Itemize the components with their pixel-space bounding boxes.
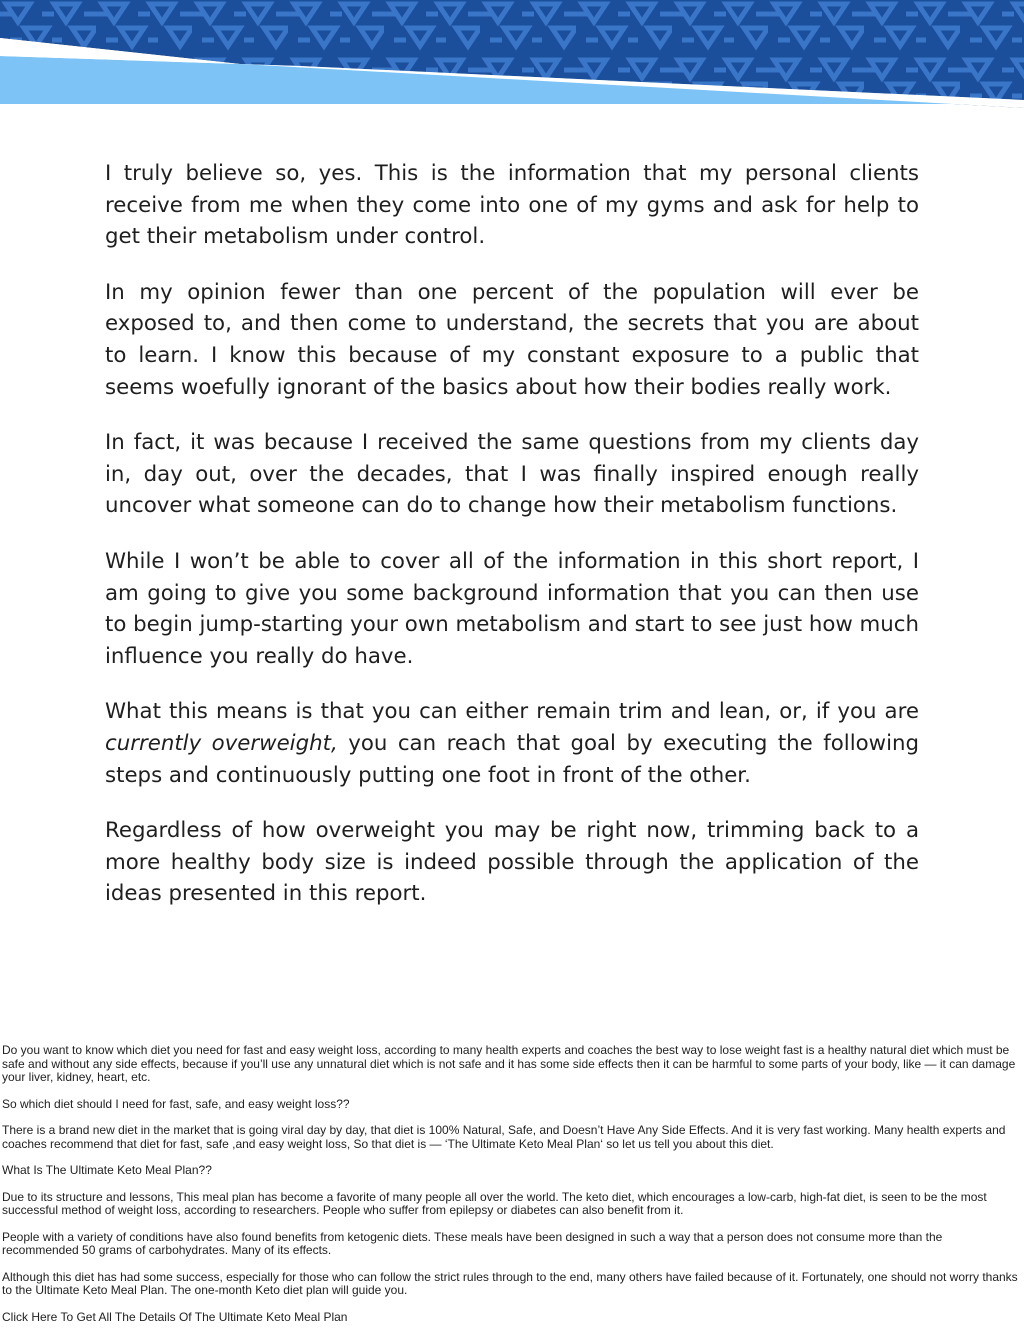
footer-paragraph: Due to its structure and lessons, This meal plan has become a favorite of many people all over the world. The keto diet, which encourages a low-carb, high-fat diet, is seen to be the most successful method of weight loss, according to researchers. People who suffer from epilepsy or diabetes can also benefit from it. bbox=[2, 1189, 987, 1217]
footer-paragraph: What Is The Ultimate Keto Meal Plan?? bbox=[2, 1163, 212, 1177]
footer-paragraph: There is a brand new diet in the market that is going viral day by day, that diet is 100% Natural, Safe, and Doesn’t Have Any Side Effects. And it is very fast working. Many health experts and coaches recommend that diet for fast, safe ,and easy weight loss, So that diet is — ‘The Ultimate Keto Meal Plan‘ so let us tell you about this diet. bbox=[2, 1123, 1006, 1151]
italic-text: currently overweight, bbox=[105, 730, 338, 756]
paragraph: I truly believe so, yes. This is the information that my personal clients receive from me when they come into one of my gyms and ask for help to get their metabolism under control. bbox=[105, 161, 919, 250]
footer-paragraph: Do you want to know which diet you need for fast and easy weight loss, according to many health experts and coaches the best way to lose weight fast is a healthy natural diet which must be safe and without any side effects, because if you’ll use any unnatural diet which is not safe and it has some side effects then it can be harmful to some parts of your body, like — it can damage your liver, kidney, heart, etc. bbox=[2, 1043, 1016, 1084]
paragraph bbox=[105, 696, 919, 791]
header-banner bbox=[0, 0, 1024, 112]
footer-text-block bbox=[2, 1044, 1018, 1337]
footer-paragraph: Although this diet has had some success, especially for those who can follow the strict rules through to the end, many others have failed because of it. Fortunately, one should not worry thanks to the Ultimate Keto Meal Plan. The one-month Keto diet plan will guide you. bbox=[2, 1269, 1018, 1297]
paragraph: While I won’t be able to cover all of the information in this short report, I am going to give you some background information that you can then use to begin jump-starting your own metabolism and start to see just how much influence you really do have. bbox=[105, 548, 919, 669]
paragraph-text: you can reach that goal by executing the following steps and continuously putting one foot in front of the other. bbox=[105, 730, 920, 788]
paragraph: In fact, it was because I received the same questions from my clients day in, day out, over the decades, that I was finally inspired enough really uncover what someone can do to change how their metabolism functions. bbox=[105, 430, 919, 519]
details-link[interactable]: Click Here To Get All The Details Of The Ultimate Keto Meal Plan bbox=[2, 1309, 348, 1324]
paragraph-text: What this means is that you can either remain trim and lean, or, if you are bbox=[105, 699, 919, 725]
paragraph: Regardless of how overweight you may be right now, trimming back to a more healthy body size is indeed possible through the application of the ideas presented in this report. bbox=[105, 818, 919, 907]
footer-paragraph: So which diet should I need for fast, safe, and easy weight loss?? bbox=[2, 1096, 350, 1111]
footer-paragraph: People with a variety of conditions have also found benefits from ketogenic diets. These meals have been designed in such a way that a person does not consume more than the recommended 50 grams of carbohydrates. Many of its effects. bbox=[2, 1229, 943, 1257]
article-body bbox=[105, 158, 919, 934]
paragraph: In my opinion fewer than one percent of the population will ever be exposed to, and then come to understand, the secrets that you are about to learn. I know this because of my constant exposure to a public that seems woefully ignorant of the basics about how their bodies really work. bbox=[105, 279, 919, 400]
